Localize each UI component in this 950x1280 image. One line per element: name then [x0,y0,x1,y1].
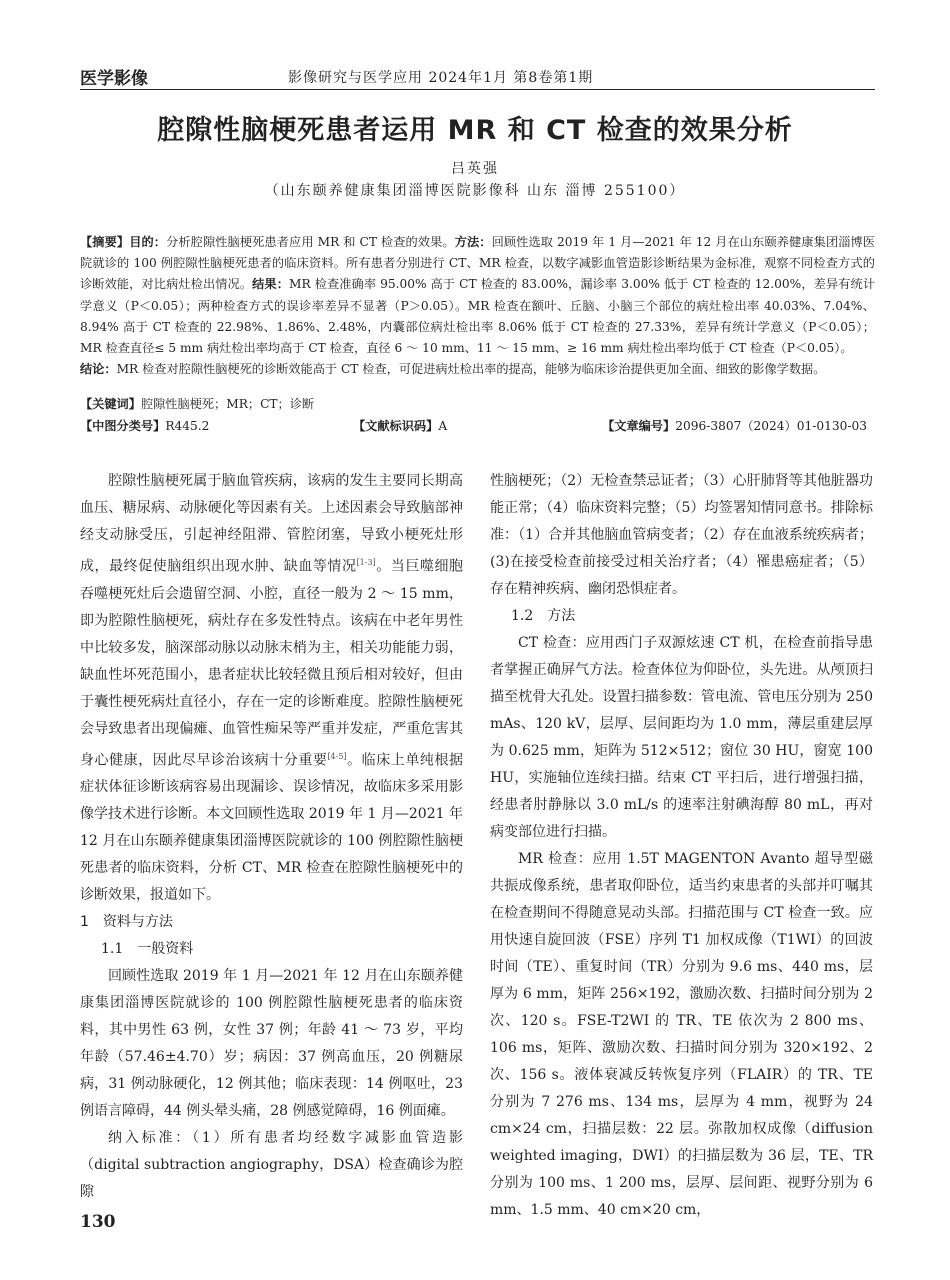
journal-info: 影像研究与医学应用 2024年1月 第8卷第1期 [288,70,594,86]
inclusion-paragraph: 纳入标准：（1）所有患者均经数字减影血管造影（digital subtraction angiography，DSA）检查确诊为腔隙 [80,1130,463,1201]
article-id-value: 2096-3807（2024）01-0130-03 [675,419,867,433]
citation: [4-5] [327,751,347,761]
keywords-label: 【关键词】 [80,397,141,411]
subsection-heading: 1.2 方法 [511,608,576,624]
author: 吕英强 [451,161,499,177]
abstract [80,232,875,380]
method-text: 回顾性选取 2019 年 1 月—2021 年 12 月在山东颐养健康集团淄博医院就诊的 100 例腔隙性脑梗死患者的临床资料。所有患者分别进行 CT、MR 检查，以数字减影血管造影诊断结果为金标准，观察不同检查方式的诊断效能，对比病灶检出情况。 [80,235,876,292]
citation: [1-3] [356,558,376,567]
general-data-paragraph: 回顾性选取 2019 年 1 月—2021 年 12 月在山东颐养健康集团淄博医院就诊的 100 例腔隙性脑梗死患者的临床资料，其中男性 63 例，女性 37 例；年龄 41 ～ 73 岁，平均年龄（57.46±4.70）岁；病因：37 例高血压，20 例糖尿病，31 例动脉硬化，12 例其他；临床表现：14 例呕吐，23 例语言障碍，44 例头晕头痛，28 例感觉障碍，16 例面瘫。 [80,968,463,1120]
header-rule [80,89,875,90]
criteria-paragraph: 性脑梗死；（2）无检查禁忌证者；（3）心肝肺肾等其他脏器功能正常；（4）临床资料完整；（5）均签署知情同意书。排除标准：（1）合并其他脑血管病变者；（2）存在血液系统疾病者；(3)在接受检查前接受过相关治疗者；（4）罹患癌症者；（5）存在精神疾病、幽闭恐惧症者。 [490,473,873,597]
conclusion-label: 结论： [80,362,117,377]
clc-label: 【中图分类号】 [80,419,166,433]
clc-value: R445.2 [165,419,210,433]
conclusion-text: MR 检查对腔隙性脑梗死的诊断效能高于 CT 检查，可促进病灶检出率的提高，能够为临床诊治提供更加全面、细致的影像学数据。 [116,362,826,377]
intro-paragraph: 腔隙性脑梗死属于脑血管疾病，该病的发生主要同长期高血压、糖尿病、动脉硬化等因素有关。上述因素会导致脑部神经支动脉受压，引起神经阻滞、管腔闭塞，导致小梗死灶形成，最终促使脑组织出现水肿、缺血等情况[1-3]。当巨噬细胞吞噬梗死灶后会遗留空洞、小腔，直径一般为 2 ～ 15 mm，即为腔隙性脑梗死，病灶存在多发性特点。该病在中老年男性中比较多发，脑深部动脉以动脉末梢为主，相关功能能力弱，缺血性坏死范围小，患者症状比较轻微且预后相对较好，但由于囊性梗死病灶直径小，存在一定的诊断难度。腔隙性脑梗死会导致患者出现偏瘫、血管性痴呆等严重并发症，严重危害其身心健康，因此尽早诊治该病十分重要[4-5]。临床上单纯根据症状体征诊断该病容易出现漏诊、误诊情况，故临床多采用影像学技术进行诊断。本文回顾性选取 2019 年 1 月—2021 年 12 月在山东颐养健康集团淄博医院就诊的 100 例腔隙性脑梗死患者的临床资料，分析 CT、MR 检查在腔隙性脑梗死中的诊断效果，报道如下。 [80,473,464,904]
ct-method-paragraph: CT 检查：应用西门子双源炫速 CT 机，在检查前指导患者掌握正确屏气方法。检查体位为仰卧位，头先进。从颅顶扫描至枕骨大孔处。设置扫描参数：管电流、管电压分别为 250 mAs、120 kV，层厚、层间距均为 1.0 mm，薄层重建层厚为 0.625 mm，矩阵为 512×512；窗位 30 HU，窗宽 100 HU，实施轴位连续扫描。结束 CT 平扫后，进行增强扫描，经患者肘静脉以 3.0 mL/s 的速率注射碘海醇 80 mL，再对病变部位进行扫描。 [490,635,873,840]
affiliation: （山东颐养健康集团淄博医院影像科 山东 淄博 255100） [264,183,686,199]
classification-ids [80,417,875,439]
page-number: 130 [80,1212,116,1232]
left-column [80,468,463,1206]
result-text: MR 检查准确率 95.00% 高于 CT 检查的 83.00%，漏诊率 3.00% 低于 CT 检查的 12.00%，差异有统计学意义（P＜0.05）；两种检查方式的误诊率差异不显著（P＞0.05）。MR 检查在额叶、丘脑、小脑三个部位的病灶检出率 40.03%、7.04%、8.94% 高于 CT 检查的 22.98%、1.86%、2.48%，内囊部位病灶检出率 8.06% 低于 CT 检查的 27.33%，差异有统计学意义（P＜0.05）；MR 检查直径≤ 5 mm 病灶检出率均高于 CT 检查，直径 6 ～ 10 mm、11 ～ 15 mm、≥ 16 mm 病灶检出率均低于 CT 检查（P＜0.05）。 [80,277,876,356]
section-heading: 1 资料与方法 [80,914,173,931]
right-column [490,468,873,1224]
running-header [80,64,875,90]
doc-code-label: 【文献标识码】 [353,419,439,433]
method-label: 方法： [454,235,492,249]
result-label: 结果： [252,277,290,292]
doc-code-value: A [438,419,448,433]
keywords [80,394,314,415]
subsection-heading: 1.1 一般资料 [101,941,194,958]
objective-label: 目的： [129,235,167,249]
objective-text: 分析腔隙性脑梗死患者应用 MR 和 CT 检查的效果。 [166,235,455,249]
keywords-value: 腔隙性脑梗死；MR；CT；诊断 [140,397,315,411]
article-id-label: 【文章编号】 [602,419,676,433]
mr-method-paragraph: MR 检查：应用 1.5T MAGENTON Avanto 超导型磁共振成像系统，患者取仰卧位，适当约束患者的头部并叮嘱其在检查期间不得随意晃动头部。扫描范围与 CT 检查一致。应用快速自旋回波（FSE）序列 T1 加权成像（T1WI）的回波时间（TE）、重复时间（TR）分别为 9.6 ms、440 ms，层厚为 6 mm，矩阵 256×192，激励次数、扫描时间分别为 2 次、120 s。FSE-T2WI 的 TR、TE 依次为 2 800 ms、106 ms，矩阵、激励次数、扫描时间分别为 320×192、2 次、156 s。液体衰减反转恢复序列（FLAIR）的 TR、TE 分别为 7 276 ms、134 ms，层厚为 4 mm，视野为 24 cm×24 cm，扫描层数：22 层。弥散加权成像（diffusion weighted imaging，DWI）的扫描层数为 36 层，TE、TR 分别为 100 ms、1 200 ms，层厚、层间距、视野分别为 6 mm、1.5 mm、40 cm×20 cm， [490,851,873,1218]
article-title: 腔隙性脑梗死患者运用 MR 和 CT 检查的效果分析 [157,115,793,146]
abstract-label: 【摘要】 [80,235,130,249]
section-label: 医学影像 [80,69,148,89]
